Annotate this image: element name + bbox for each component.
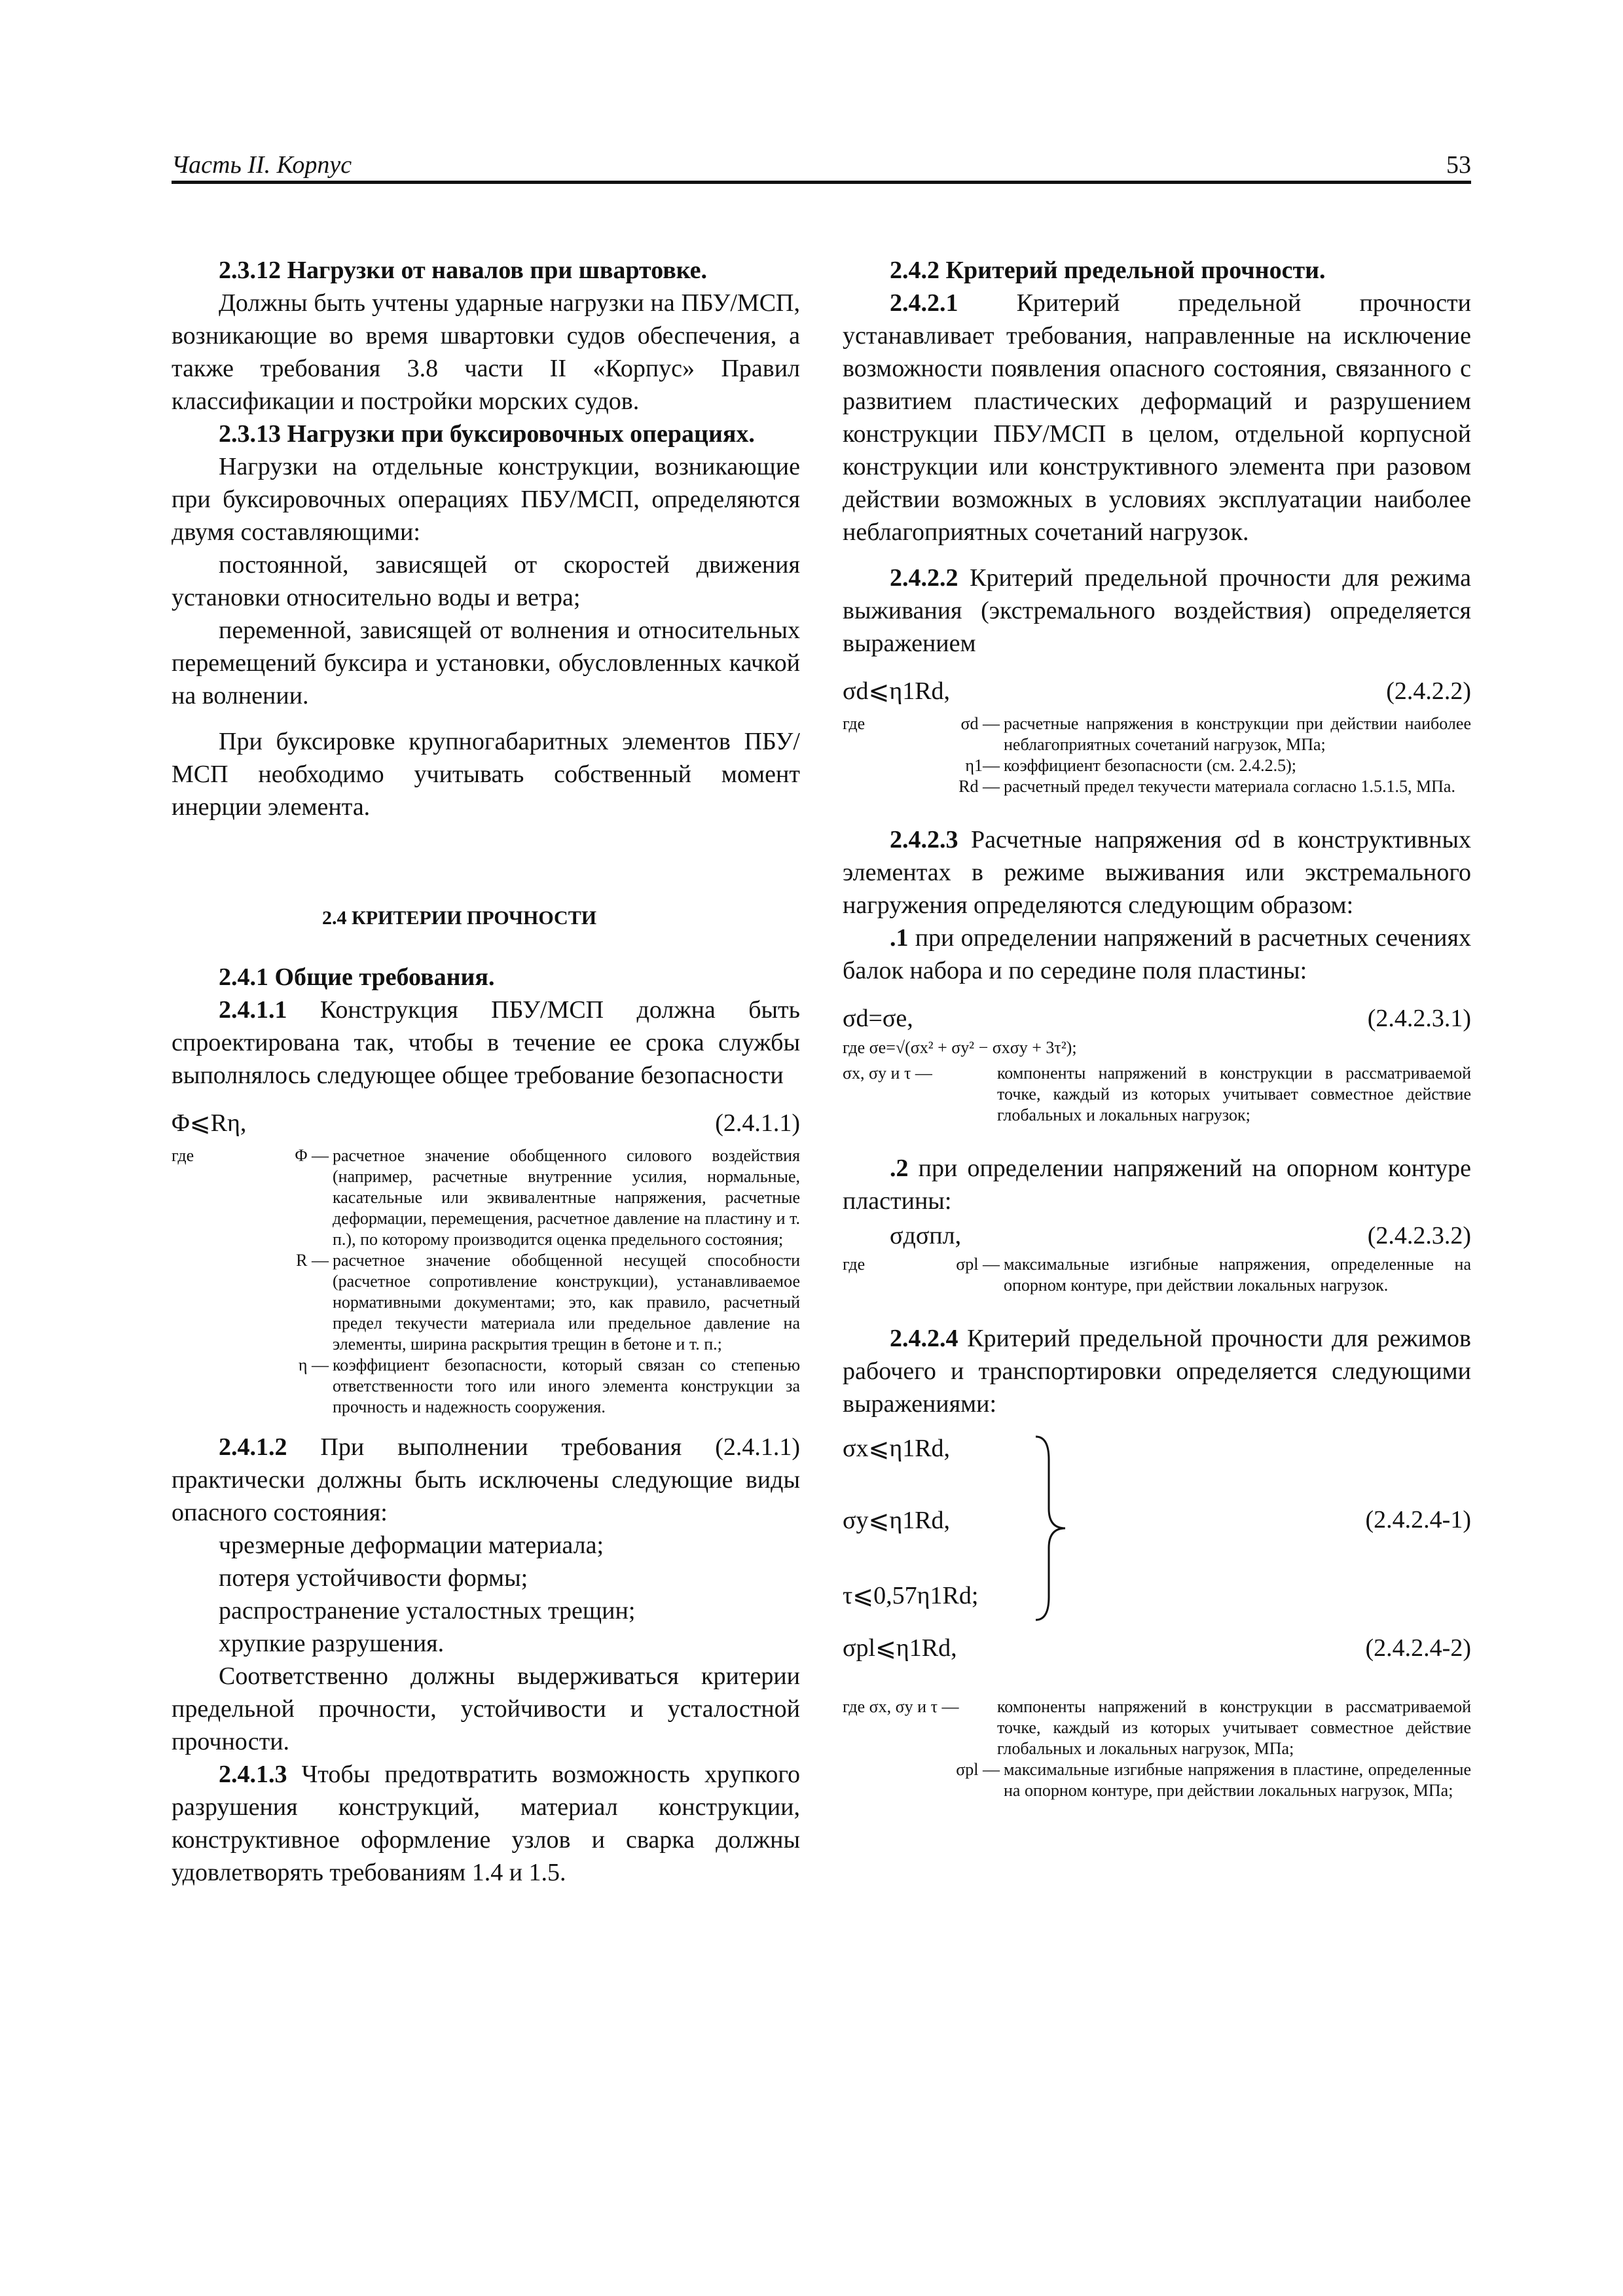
definition-eta: η — коэффициент безопасности, который связан со степенью ответственности того или иного элемента конструкции за прочность и надежность сооружения.	[298, 1355, 800, 1416]
equation-2-4-2-2	[843, 673, 1471, 709]
formula: σpl⩽η1Rd,	[843, 1634, 957, 1662]
formula: σx⩽η1Rd,	[843, 1435, 951, 1462]
equation-number: (2.4.2.4-1)	[1365, 1506, 1471, 1534]
formula: σd⩽η1Rd,	[843, 677, 951, 705]
paragraph: переменной, зависящей от волнения и относительных перемещений буксира и установки, обусловленных качкой на волнении.	[172, 617, 800, 709]
definitions-list	[843, 1063, 1471, 1126]
list-item: потеря устойчивости формы;	[219, 1564, 528, 1592]
item-1-text: .1 при определении напряжений в расчетных сечениях балок набора и по середине поля пластины:	[843, 924, 1471, 984]
section-heading-2-4: 2.4 КРИТЕРИИ ПРОЧНОСТИ	[322, 907, 597, 929]
equation-number: (2.4.2.3.1)	[1367, 1005, 1471, 1032]
definitions-list	[843, 1696, 1471, 1801]
formula: τ⩽0,57η1Rd;	[843, 1582, 979, 1609]
page-number: 53	[1446, 151, 1471, 179]
equation-2-4-2-3-1	[843, 1000, 1471, 1037]
list-item: распространение усталостных трещин;	[219, 1597, 636, 1624]
definitions-list	[843, 713, 1471, 797]
equation-2-4-2-4-2	[843, 1630, 1471, 1666]
equation-number: (2.4.1.1)	[715, 1109, 800, 1137]
section-2-4-2-heading: 2.4.2 Критерий предельной прочности.	[890, 257, 1326, 284]
section-2-3-12-text: Должны быть учтены ударные нагрузки на ПБУ/МСП, возникающие во время швартовки судов обеспечения, а также требования 3.8 части II «Корпус» Правил классификации и постройки морских судов.	[172, 289, 800, 415]
hazard-list	[172, 1529, 800, 1660]
section-2-3-12-heading: 2.3.12 Нагрузки от навалов при швартовке.	[219, 257, 708, 284]
definition-r: R — расчетное значение обобщенной несущей способности (расчетное сопротивление конструкции), устанавливаемое нормативными документами; это, как правило, расчетный предел текучести материала или предельное давление на элементы, ширина раскрытия трещин в бетоне и т. п.;	[296, 1251, 800, 1354]
equation-number: (2.4.2.3.2)	[1367, 1222, 1471, 1249]
equation-number: (2.4.2.2)	[1386, 677, 1471, 705]
running-title: Часть II. Корпус	[172, 151, 352, 179]
section-2-3-13-heading: 2.3.13 Нагрузки при буксировочных операциях.	[219, 420, 755, 448]
section-2-4-2-1-text: 2.4.2.1 Критерий предельной прочности устанавливает требования, направленные на исключение возможности появления опасного состояния, связанного с развитием пластических деформаций и разрушением конструкции ПБУ/МСП в целом, отдельной корпусной конструкции или конструктивного элемента при разовом действии возможных в условиях эксплуатации наиболее неблагоприятных сочетаний нагрузок.	[843, 289, 1471, 546]
definitions-list	[172, 1145, 800, 1418]
right-brace-icon	[1032, 1433, 1072, 1623]
equation-2-4-1-1	[172, 1105, 800, 1141]
paragraph: Соответственно должны выдерживаться критерии предельной прочности, устойчивости и усталостной прочности.	[172, 1662, 800, 1755]
section-2-4-1-1-text: 2.4.1.1 Конструкция ПБУ/МСП должна быть спроектирована так, чтобы в течение ее срока службы выполнялось следующее общее требование безопасности	[172, 996, 800, 1089]
definition-phi: где Φ — расчетное значение обобщенного силового воздействия (например, расчетные внутренние усилия, нормальные, касательные или эквивалентные напряжения, расчетные деформации, перемещения, расчетное давление на пластину и т. п.), по которому производится оценка предельного состояния;	[172, 1146, 800, 1249]
section-2-4-1-heading: 2.4.1 Общие требования.	[219, 963, 495, 991]
formula: σy⩽η1Rd,	[843, 1507, 951, 1534]
formula: σd=σe,	[843, 1005, 913, 1032]
definition-eta1: η1— коэффициент безопасности (см. 2.4.2.5);	[965, 756, 1297, 775]
definition-sigma-pl: где σpl — максимальные изгибные напряжения, определенные на опорном контуре, при действии локальных нагрузок.	[843, 1255, 1471, 1295]
paragraph: постоянной, зависящей от скоростей движения установки относительно воды и ветра;	[172, 551, 800, 611]
right-column	[843, 254, 1471, 1801]
equation-number: (2.4.2.4-2)	[1365, 1634, 1471, 1662]
page-header	[172, 145, 1471, 184]
section-2-4-1-3-text: 2.4.1.3 Чтобы предотвратить возможность хрупкого разрушения конструкций, материал конструкции, конструктивное оформление узлов и сварка должны удовлетворять требованиям 1.4 и 1.5.	[172, 1761, 800, 1886]
formula: σдσпл,	[890, 1222, 962, 1249]
equation-2-4-2-3-2	[843, 1217, 1471, 1254]
equivalent-stress-formula: где σe=√(σx² + σy² − σxσy + 3τ²);	[843, 1038, 1077, 1057]
definition-sigma-pl-2: σpl — максимальные изгибные напряжения в пластине, определенные на опорном контуре, при действии локальных нагрузок, МПа;	[956, 1760, 1471, 1800]
paragraph: При буксировке крупногабаритных элементов ПБУ/МСП необходимо учитывать собственный момент инерции элемента.	[172, 728, 800, 821]
left-column	[172, 254, 800, 1889]
section-2-4-1-2-text: 2.4.1.2 При выполнении требования (2.4.1.1) практически должны быть исключены следующие виды опасного состояния:	[172, 1433, 800, 1526]
list-item: хрупкие разрушения.	[219, 1630, 445, 1657]
definition-stress-components: σx, σy и τ — компоненты напряжений в конструкции в рассматриваемой точке, каждый из которых учитывает совместное действие глобальных и локальных нагрузок;	[843, 1064, 1471, 1124]
item-2-text: .2 при определении напряжений на опорном контуре пластины:	[843, 1155, 1471, 1215]
definition-sigma-d: где σd — расчетные напряжения в конструкции при действии наиболее неблагоприятных сочетаний нагрузок, МПа;	[843, 714, 1471, 754]
list-item: чрезмерные деформации материала;	[219, 1532, 604, 1559]
equation-system-2-4-2-4-1	[843, 1433, 1471, 1630]
section-2-3-13-text: Нагрузки на отдельные конструкции, возникающие при буксировочных операциях ПБУ/МСП, определяются двумя составляющими:	[172, 453, 800, 546]
section-2-4-2-4-text: 2.4.2.4 Критерий предельной прочности для режимов рабочего и транспортировки определяется следующими выражениями:	[843, 1325, 1471, 1418]
section-2-4-2-2-text: 2.4.2.2 Критерий предельной прочности для режима выживания (экстремального воздействия) определяется выражением	[843, 564, 1471, 657]
formula: Φ⩽Rη,	[172, 1109, 247, 1137]
definition-stress-components-2: где σx, σy и τ — компоненты напряжений в конструкции в рассматриваемой точке, каждый из которых учитывает совместное действие глобальных и локальных нагрузок, МПа;	[843, 1697, 1471, 1758]
definition-rd: Rd — расчетный предел текучести материала согласно 1.5.1.5, МПа.	[958, 777, 1455, 796]
section-2-4-2-3-text: 2.4.2.3 Расчетные напряжения σd в конструктивных элементах в режиме выживания или экстремального нагружения определяются следующим образом:	[843, 826, 1471, 919]
definitions-list	[843, 1254, 1471, 1296]
